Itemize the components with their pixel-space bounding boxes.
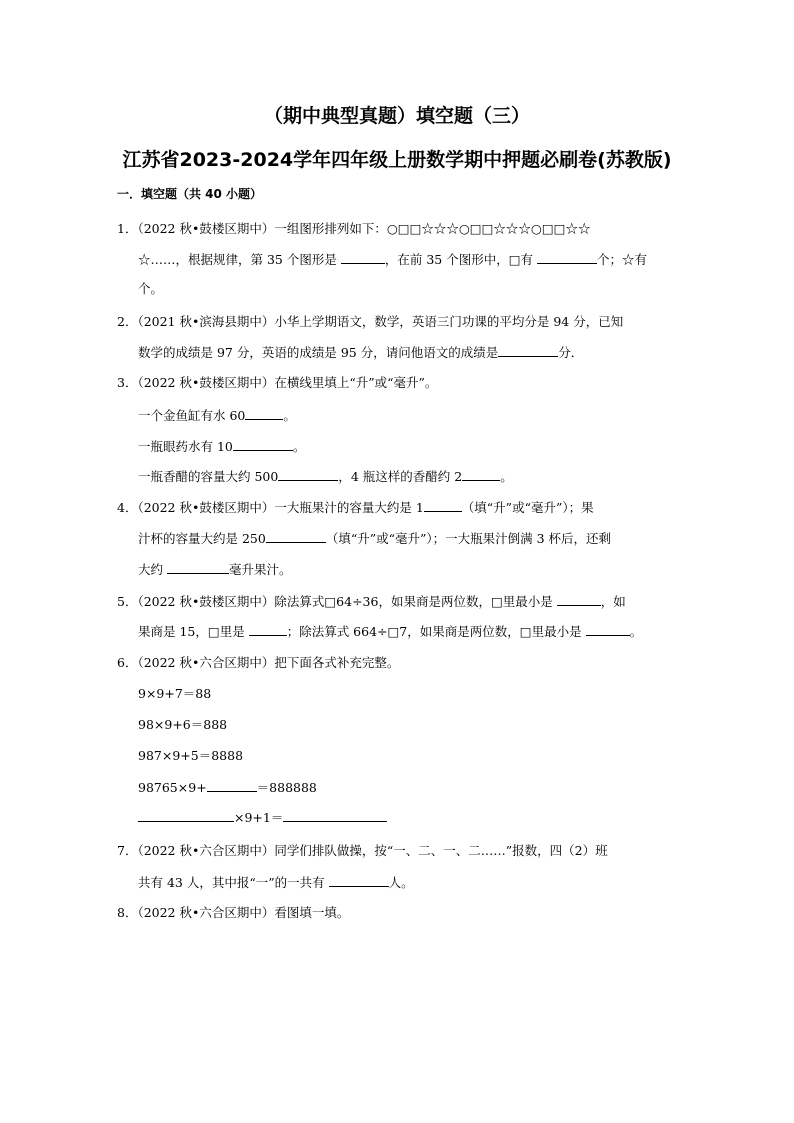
- question-text: 一个金鱼缸有水 60: [138, 408, 246, 423]
- question-text: 数学的成绩是 97 分，英语的成绩是 95 分，请问他语文的成绩是: [138, 345, 499, 360]
- question-text: 大约: [138, 562, 164, 577]
- page-title: （期中典型真题）填空题（三）: [263, 105, 530, 127]
- equation-text: ＝888888: [256, 780, 317, 795]
- equation-1: 9×9+7＝88: [138, 686, 212, 701]
- question-text: ☆……，根据规律，第 35 个图形是: [138, 252, 337, 267]
- question-4-line-2: [138, 529, 611, 548]
- question-text: （2022 秋•鼓楼区期中）一组图形排列如下：○□□☆☆☆○□□☆☆☆○□□☆☆: [137, 221, 591, 236]
- answer-blank[interactable]: [283, 808, 387, 822]
- question-1-line-2: [138, 250, 647, 269]
- question-text: （2022 秋•鼓楼区期中）一大瓶果汁的容量大约是 1: [137, 500, 424, 515]
- question-number: 7．: [117, 843, 138, 858]
- question-text: （2022 秋•六合区期中）看图填一填。: [137, 905, 350, 920]
- question-number: 8．: [117, 905, 138, 920]
- answer-blank[interactable]: [341, 250, 385, 264]
- answer-blank[interactable]: [424, 498, 462, 512]
- question-5-line-2: [138, 622, 642, 641]
- question-text: （2022 秋•鼓楼区期中）在横线里填上“升”或“毫升”。: [137, 375, 438, 390]
- question-number: 1．: [117, 221, 138, 236]
- answer-blank[interactable]: [557, 592, 601, 606]
- question-3-sub-2: [138, 437, 305, 456]
- question-text: 毫升果汁。: [229, 562, 292, 577]
- question-1-line-1: [117, 220, 590, 238]
- question-text: （填“升”或“毫升”）；一大瓶果汁倒满 3 杯后，还剩: [325, 531, 612, 546]
- answer-blank[interactable]: [207, 778, 257, 792]
- question-text: 。: [283, 408, 296, 423]
- question-2-line-2: [138, 343, 583, 362]
- answer-blank[interactable]: [167, 560, 229, 574]
- answer-blank[interactable]: [266, 529, 326, 543]
- question-text: （2022 秋•鼓楼区期中）除法算式□64÷36，如果商是两位数，□里最小是: [137, 594, 553, 609]
- answer-blank[interactable]: [138, 808, 234, 822]
- question-text: ；除法算式 664÷□7，如果商是两位数，□里最小是: [286, 624, 582, 639]
- answer-blank[interactable]: [462, 467, 500, 481]
- question-2-line-1: [117, 313, 623, 331]
- question-text: 汁杯的容量大约是 250: [138, 531, 266, 546]
- question-text: 共有 43 人，其中报“一”的一共有: [138, 875, 325, 890]
- question-text: 分．: [558, 345, 584, 360]
- question-text: 果商是 15，□里是: [138, 624, 245, 639]
- question-text: ，在前 35 个图形中，□有: [384, 252, 534, 267]
- question-3-sub-3: [138, 467, 513, 486]
- answer-blank[interactable]: [249, 622, 287, 636]
- question-4-line-1: [117, 498, 594, 517]
- question-number: 5．: [117, 594, 138, 609]
- question-text: 人。: [388, 875, 414, 890]
- answer-blank[interactable]: [233, 437, 293, 451]
- question-1-line-3: [138, 280, 163, 298]
- answer-blank[interactable]: [329, 873, 389, 887]
- question-4-line-3: [138, 560, 292, 579]
- answer-blank[interactable]: [586, 622, 630, 636]
- question-text: ，4 瓶这样的香醋约 2: [338, 469, 463, 484]
- equation-5: [138, 808, 387, 827]
- question-5-line-1: [117, 592, 626, 611]
- question-text: 一瓶眼药水有 10: [138, 439, 233, 454]
- question-7-line-1: [117, 842, 608, 860]
- answer-blank[interactable]: [245, 406, 283, 420]
- question-text: 。: [500, 469, 513, 484]
- question-text: 一瓶香醋的容量大约 500: [138, 469, 279, 484]
- question-text: ，如: [600, 594, 626, 609]
- question-text: （2021 秋•滨海县期中）小华上学期语文，数学，英语三门功课的平均分是 94 分，已知: [137, 314, 624, 329]
- question-text: 个。: [138, 281, 164, 296]
- equation-2: 98×9+6＝888: [138, 717, 228, 732]
- answer-blank[interactable]: [537, 250, 597, 264]
- answer-blank[interactable]: [278, 467, 338, 481]
- question-text: 。: [292, 439, 306, 454]
- page-subtitle: 江苏省2023-2024学年四年级上册数学期中押题必刷卷(苏教版): [122, 149, 672, 171]
- question-3-line-1: [117, 374, 437, 392]
- question-text: （2022 秋•六合区期中）把下面各式补充完整。: [137, 655, 400, 670]
- question-number: 2．: [117, 314, 138, 329]
- question-number: 6．: [117, 655, 138, 670]
- equation-text: 98765×9+: [138, 780, 207, 795]
- question-number: 3．: [117, 375, 138, 390]
- section-heading: 一．填空题（共 40 小题）: [117, 187, 263, 201]
- equation-3: 987×9+5＝8888: [138, 748, 244, 763]
- question-3-sub-1: [138, 406, 296, 425]
- question-6-line-1: [117, 654, 399, 672]
- question-text: 。: [629, 624, 643, 639]
- question-text: （2022 秋•六合区期中）同学们排队做操，按“一、二、一、二……”报数，四（2）班: [137, 843, 608, 858]
- answer-blank[interactable]: [498, 343, 558, 357]
- equation-4: [138, 778, 317, 797]
- question-text: （填“升”或“毫升”）；果: [461, 500, 594, 515]
- question-8-line-1: [117, 904, 349, 922]
- equation-text: ×9+1＝: [234, 810, 284, 825]
- question-text: 个；☆有: [597, 252, 648, 267]
- question-number: 4．: [117, 500, 138, 515]
- question-7-line-2: [138, 873, 414, 892]
